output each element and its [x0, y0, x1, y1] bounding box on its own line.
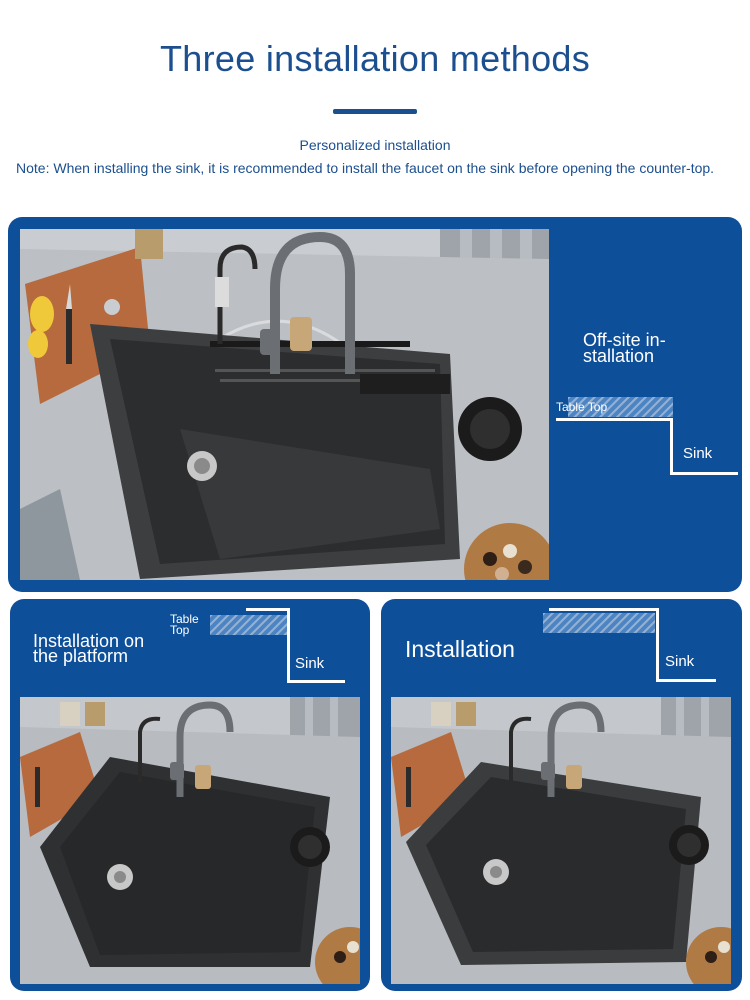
platform-sink-label: Sink — [295, 655, 325, 672]
table-top-hatch — [210, 615, 288, 635]
table-top-line — [556, 418, 671, 421]
offsite-installation-panel — [8, 217, 742, 592]
table-top-line — [549, 608, 659, 611]
offsite-label-line2: stallation — [583, 346, 655, 366]
page-title: Three installation methods — [159, 38, 591, 79]
under-sink-label: Sink — [665, 653, 695, 670]
installation-note: Note: When installing the sink, it is recommended to install the faucet on the sink before opening the counter-top. — [16, 160, 715, 176]
title-underline — [333, 109, 417, 114]
sink-horizontal-line — [670, 472, 738, 475]
sink-photo-under — [391, 697, 731, 984]
platform-table-top-label-line2: Top — [170, 623, 190, 637]
table-top-line — [246, 608, 290, 611]
sink-vertical-line — [287, 608, 290, 683]
under-installation-panel — [381, 599, 742, 991]
platform-table-top-label-line1: Table — [170, 612, 199, 626]
sink-photo-offsite — [20, 229, 549, 580]
page-subtitle: Personalized installation — [299, 137, 451, 153]
sink-horizontal-line — [287, 680, 345, 683]
sink-horizontal-line — [656, 679, 716, 682]
platform-installation-panel — [10, 599, 370, 991]
sink-vertical-line — [670, 418, 673, 475]
offsite-table-top-label: Table Top — [556, 400, 608, 414]
sink-photo-platform — [20, 697, 360, 984]
table-top-hatch — [543, 613, 655, 633]
under-label: Installation — [405, 636, 515, 662]
sink-vertical-line — [656, 608, 659, 682]
offsite-label-line1: Off-site in- — [583, 330, 666, 350]
platform-label-line2: the platform — [33, 646, 129, 666]
platform-label-line1: Installation on — [33, 631, 145, 651]
offsite-sink-label: Sink — [683, 445, 713, 462]
